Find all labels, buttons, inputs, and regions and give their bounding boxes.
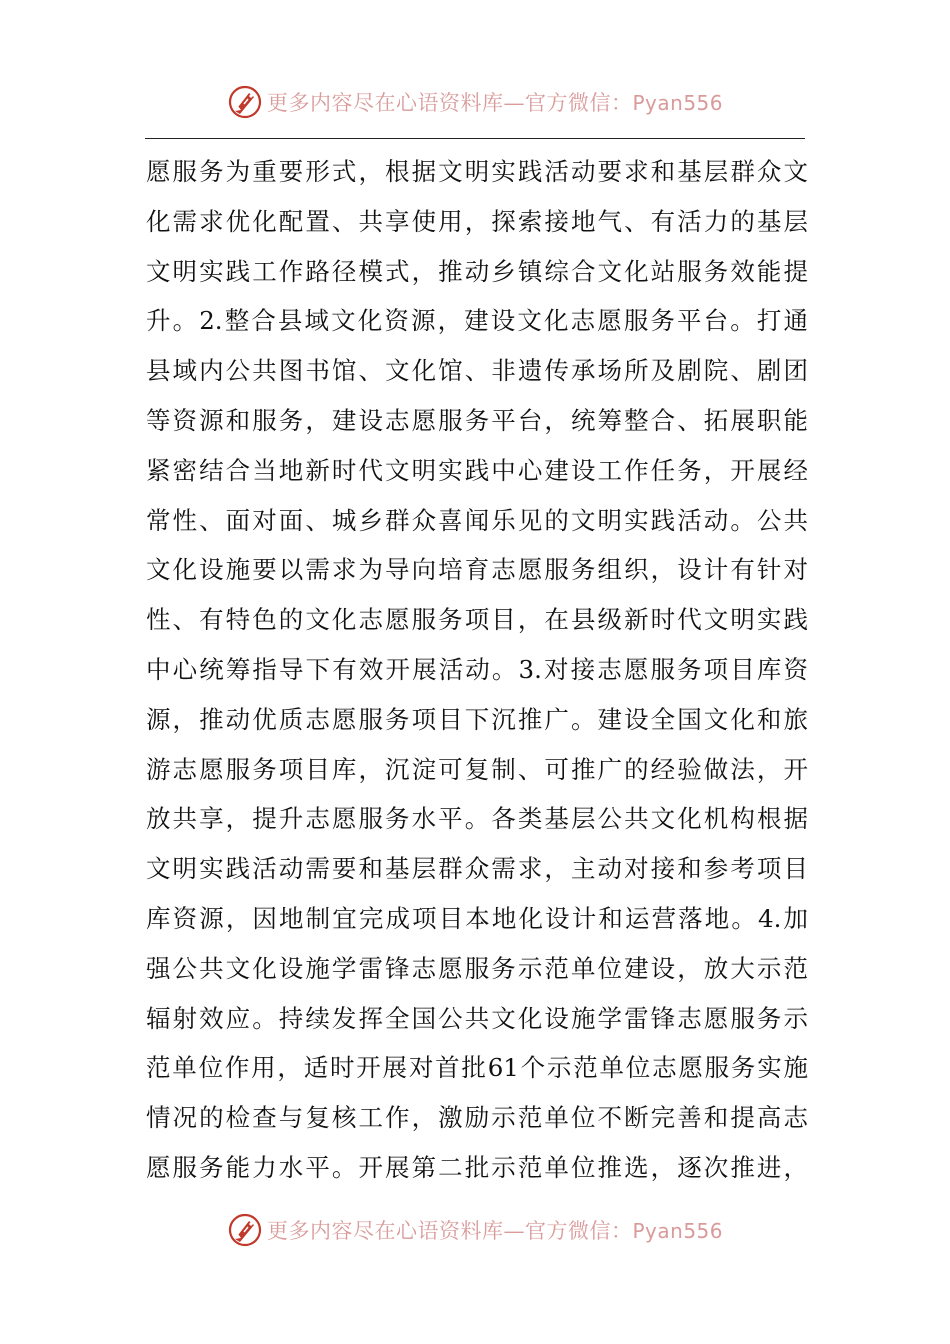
body-line: 库资源，因地制宜完成项目本地化设计和运营落地。4.加 <box>146 903 808 933</box>
body-line: 化需求优化配置、共享使用，探索接地气、有活力的基层 <box>146 206 808 236</box>
body-line: 愿服务能力水平。开展第二批示范单位推选，逐次推进， <box>146 1152 808 1182</box>
body-line: 辐射效应。持续发挥全国公共文化设施学雷锋志愿服务示 <box>146 1003 808 1033</box>
header-banner <box>0 82 950 122</box>
body-line: 情况的检查与复核工作，激励示范单位不断完善和提高志 <box>146 1103 808 1133</box>
header-banner-label: 更多内容尽在心语资料库—官方微信： <box>266 91 633 115</box>
footer-banner-label: 更多内容尽在心语资料库—官方微信： <box>266 1219 633 1243</box>
header-divider <box>145 138 805 139</box>
body-line: 放共享，提升志愿服务水平。各类基层公共文化机构根据 <box>146 804 808 834</box>
pen-nib-logo-icon <box>227 1212 263 1248</box>
body-line: 愿服务为重要形式，根据文明实践活动要求和基层群众文 <box>146 157 808 186</box>
body-line: 中心统筹指导下有效开展活动。3.对接志愿服务项目库资 <box>146 654 808 684</box>
body-line: 性、有特色的文化志愿服务项目，在县级新时代文明实践 <box>146 605 808 635</box>
footer-wechat-id: Pyan556 <box>632 1219 723 1243</box>
body-line: 文明实践工作路径模式，推动乡镇综合文化站服务效能提 <box>146 256 808 286</box>
body-line: 县域内公共图书馆、文化馆、非遗传承场所及剧院、剧团 <box>146 356 808 386</box>
body-line: 紧密结合当地新时代文明实践中心建设工作任务，开展经 <box>146 455 808 485</box>
body-line: 范单位作用，适时开展对首批61个示范单位志愿服务实施 <box>146 1053 808 1083</box>
body-line: 常性、面对面、城乡群众喜闻乐见的文明实践活动。公共 <box>146 505 808 535</box>
document-body <box>146 147 808 1193</box>
pen-nib-logo-icon <box>227 84 263 120</box>
body-line: 游志愿服务项目库，沉淀可复制、可推广的经验做法，开 <box>146 754 808 784</box>
body-line: 等资源和服务，建设志愿服务平台，统筹整合、拓展职能 <box>146 405 808 435</box>
body-line: 强公共文化设施学雷锋志愿服务示范单位建设，放大示范 <box>146 953 808 983</box>
footer-banner-text <box>267 1215 723 1245</box>
header-wechat-id: Pyan556 <box>632 91 723 115</box>
body-line: 文化设施要以需求为导向培育志愿服务组织，设计有针对 <box>146 555 808 585</box>
footer-banner <box>0 1210 950 1250</box>
body-line: 源，推动优质志愿服务项目下沉推广。建设全国文化和旅 <box>146 704 808 734</box>
body-line: 文明实践活动需要和基层群众需求，主动对接和参考项目 <box>146 854 808 884</box>
body-line: 升。2.整合县域文化资源，建设文化志愿服务平台。打通 <box>146 306 808 336</box>
header-banner-text <box>267 87 723 117</box>
